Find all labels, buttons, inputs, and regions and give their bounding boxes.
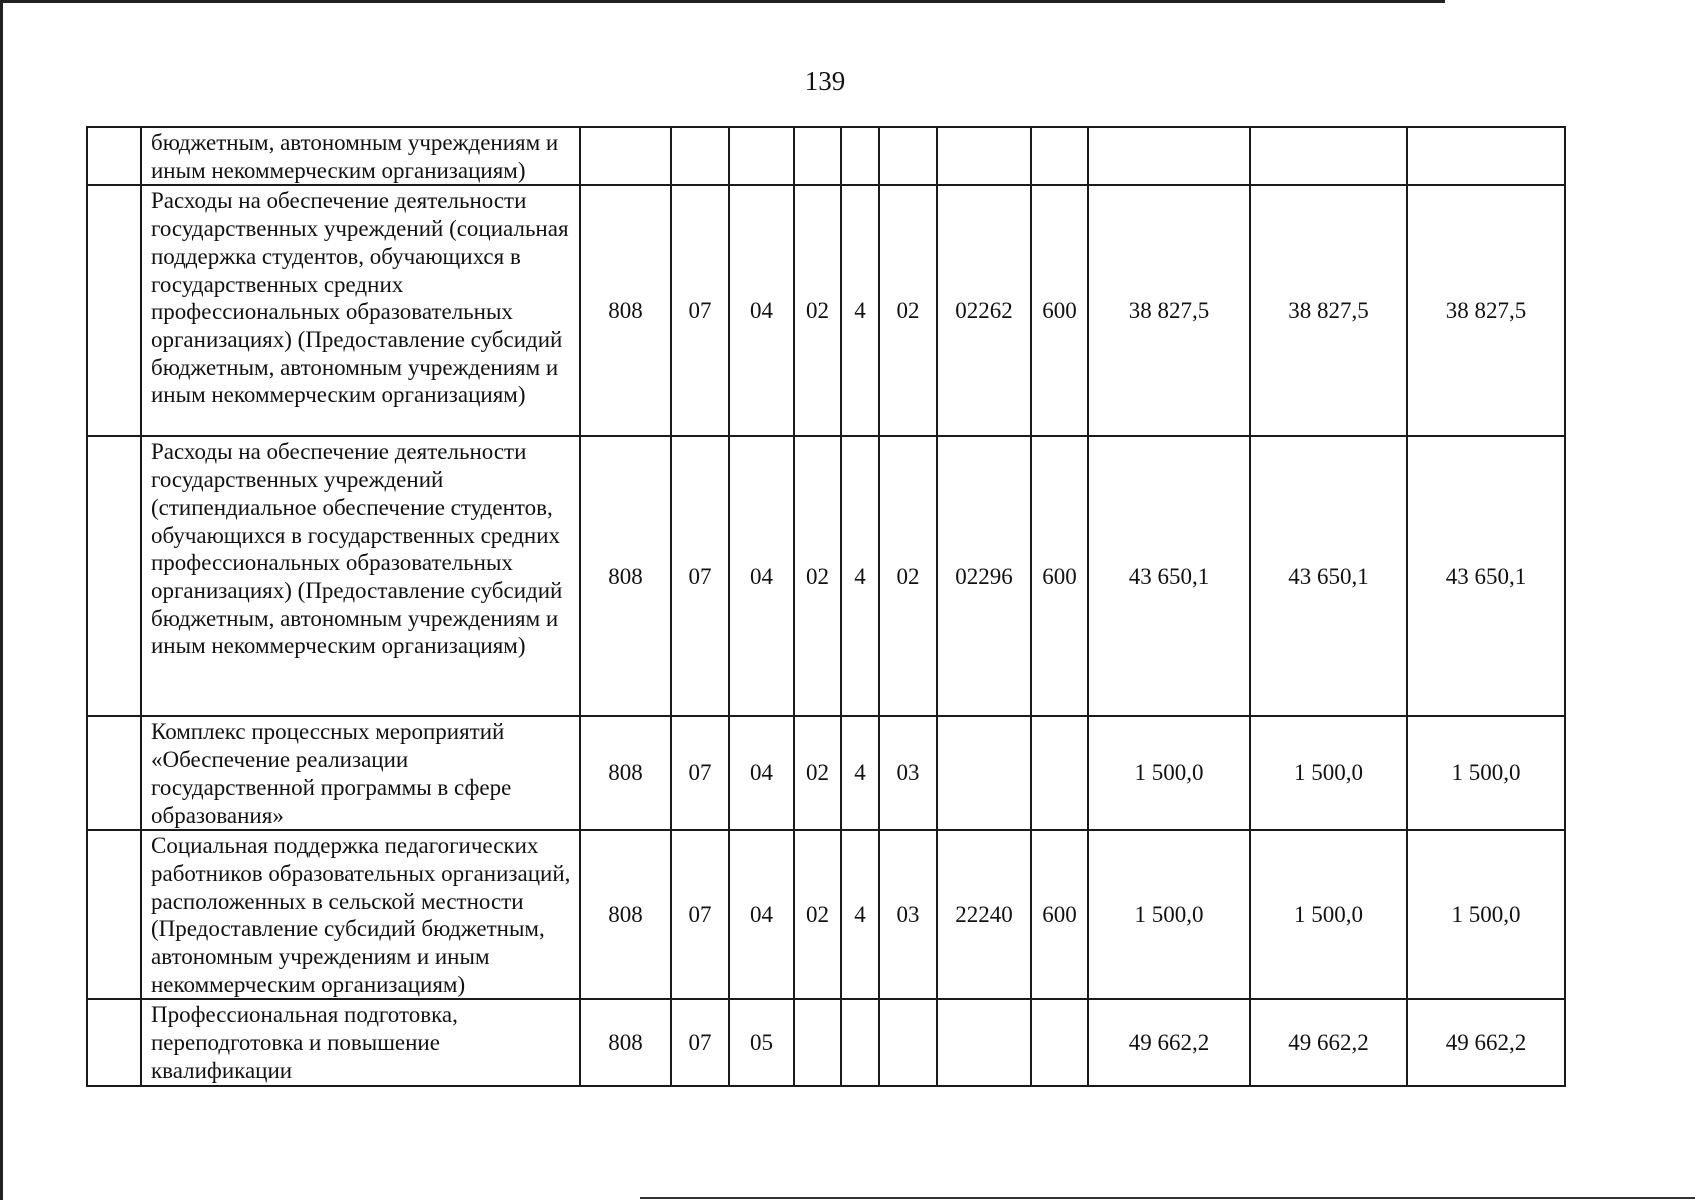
group-cell: 03 bbox=[879, 830, 937, 999]
program-cell: 02 bbox=[794, 716, 841, 830]
table-row bbox=[87, 436, 1565, 716]
row-name-cell: бюджетным, автономным учреждениям и иным некоммерческим организациям) bbox=[141, 127, 580, 185]
budget-table bbox=[86, 126, 1566, 1087]
amount-year3-cell bbox=[1407, 127, 1565, 185]
target-code-cell: 22240 bbox=[937, 830, 1031, 999]
section-cell: 07 bbox=[671, 716, 729, 830]
bottom-border-line bbox=[640, 1197, 1695, 1199]
amount-year2-cell: 38 827,5 bbox=[1250, 185, 1407, 436]
row-name-cell: Расходы на обеспечение деятельности государственных учреждений (социальная поддержка студентов, обучающихся в государственных средних профессиональных образовательных организациях) (Предоставление субсидий бюджетным, автономным учреждениям и иным некоммерческим организациям) bbox=[141, 185, 580, 436]
group-cell bbox=[879, 127, 937, 185]
row-name-cell: Профессиональная подготовка, переподготовка и повышение квалификации bbox=[141, 999, 580, 1085]
direction-cell: 4 bbox=[841, 436, 879, 716]
row-index-cell bbox=[87, 830, 141, 999]
section-cell: 07 bbox=[671, 830, 729, 999]
direction-cell: 4 bbox=[841, 185, 879, 436]
amount-year2-cell: 43 650,1 bbox=[1250, 436, 1407, 716]
table-row bbox=[87, 127, 1565, 185]
ministry-cell: 808 bbox=[580, 999, 671, 1085]
table-row bbox=[87, 185, 1565, 436]
table-row bbox=[87, 716, 1565, 830]
top-border-line bbox=[0, 0, 1445, 3]
page-number: 139 bbox=[804, 66, 846, 96]
amount-year1-cell bbox=[1088, 127, 1250, 185]
ministry-cell: 808 bbox=[580, 830, 671, 999]
row-index-cell bbox=[87, 716, 141, 830]
expense-type-cell: 600 bbox=[1031, 830, 1088, 999]
program-cell bbox=[794, 999, 841, 1085]
subsection-cell bbox=[729, 127, 794, 185]
subsection-cell: 04 bbox=[729, 716, 794, 830]
amount-year1-cell: 43 650,1 bbox=[1088, 436, 1250, 716]
group-cell: 02 bbox=[879, 436, 937, 716]
section-cell: 07 bbox=[671, 999, 729, 1085]
amount-year2-cell: 1 500,0 bbox=[1250, 830, 1407, 999]
direction-cell bbox=[841, 127, 879, 185]
program-cell: 02 bbox=[794, 185, 841, 436]
target-code-cell: 02296 bbox=[937, 436, 1031, 716]
expense-type-cell: 600 bbox=[1031, 185, 1088, 436]
row-name-cell: Социальная поддержка педагогических работников образовательных организаций, расположенных в сельской местности (Предоставление субсидий бюджетным, автономным учреждениям и иным некоммерческим организациям) bbox=[141, 830, 580, 999]
row-name-cell: Расходы на обеспечение деятельности государственных учреждений (стипендиальное обеспечение студентов, обучающихся в государственных средних профессиональных образовательных организациях) (Предоставление субсидий бюджетным, автономным учреждениям и иным некоммерческим организациям) bbox=[141, 436, 580, 716]
amount-year3-cell: 49 662,2 bbox=[1407, 999, 1565, 1085]
program-cell bbox=[794, 127, 841, 185]
direction-cell bbox=[841, 999, 879, 1085]
left-border-line bbox=[0, 0, 3, 1200]
program-cell: 02 bbox=[794, 436, 841, 716]
amount-year2-cell: 1 500,0 bbox=[1250, 716, 1407, 830]
target-code-cell bbox=[937, 127, 1031, 185]
section-cell: 07 bbox=[671, 185, 729, 436]
expense-type-cell bbox=[1031, 127, 1088, 185]
row-index-cell bbox=[87, 185, 141, 436]
amount-year1-cell: 1 500,0 bbox=[1088, 830, 1250, 999]
ministry-cell: 808 bbox=[580, 436, 671, 716]
amount-year3-cell: 1 500,0 bbox=[1407, 716, 1565, 830]
amount-year2-cell bbox=[1250, 127, 1407, 185]
subsection-cell: 04 bbox=[729, 436, 794, 716]
group-cell: 03 bbox=[879, 716, 937, 830]
expense-type-cell bbox=[1031, 716, 1088, 830]
subsection-cell: 05 bbox=[729, 999, 794, 1085]
target-code-cell bbox=[937, 999, 1031, 1085]
table-row bbox=[87, 830, 1565, 999]
group-cell bbox=[879, 999, 937, 1085]
ministry-cell: 808 bbox=[580, 716, 671, 830]
row-name-cell: Комплекс процессных мероприятий «Обеспечение реализации государственной программы в сфере образования» bbox=[141, 716, 580, 830]
row-index-cell bbox=[87, 999, 141, 1085]
subsection-cell: 04 bbox=[729, 830, 794, 999]
amount-year3-cell: 1 500,0 bbox=[1407, 830, 1565, 999]
section-cell: 07 bbox=[671, 436, 729, 716]
ministry-cell bbox=[580, 127, 671, 185]
direction-cell: 4 bbox=[841, 830, 879, 999]
section-cell bbox=[671, 127, 729, 185]
table-row bbox=[87, 999, 1565, 1085]
amount-year2-cell: 49 662,2 bbox=[1250, 999, 1407, 1085]
amount-year1-cell: 49 662,2 bbox=[1088, 999, 1250, 1085]
target-code-cell: 02262 bbox=[937, 185, 1031, 436]
direction-cell: 4 bbox=[841, 716, 879, 830]
ministry-cell: 808 bbox=[580, 185, 671, 436]
amount-year1-cell: 1 500,0 bbox=[1088, 716, 1250, 830]
row-index-cell bbox=[87, 127, 141, 185]
program-cell: 02 bbox=[794, 830, 841, 999]
target-code-cell bbox=[937, 716, 1031, 830]
group-cell: 02 bbox=[879, 185, 937, 436]
amount-year3-cell: 43 650,1 bbox=[1407, 436, 1565, 716]
expense-type-cell: 600 bbox=[1031, 436, 1088, 716]
expense-type-cell bbox=[1031, 999, 1088, 1085]
row-index-cell bbox=[87, 436, 141, 716]
amount-year1-cell: 38 827,5 bbox=[1088, 185, 1250, 436]
amount-year3-cell: 38 827,5 bbox=[1407, 185, 1565, 436]
subsection-cell: 04 bbox=[729, 185, 794, 436]
